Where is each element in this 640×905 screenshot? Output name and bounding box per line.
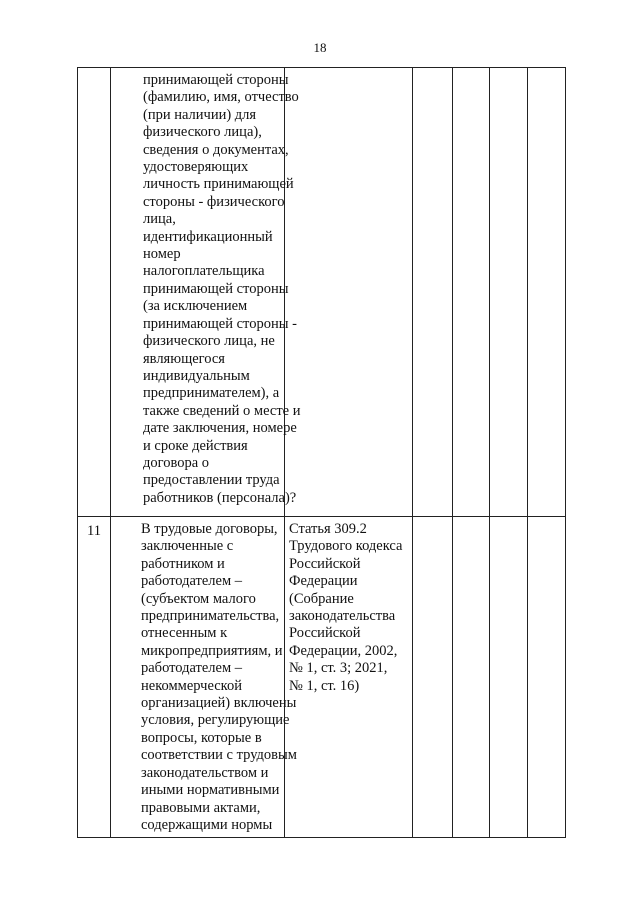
- text-line: Трудового кодекса: [289, 538, 403, 555]
- text-line: (за исключением: [143, 298, 248, 315]
- answer-cell-yes: [413, 68, 453, 517]
- text-line: физического лица),: [143, 124, 262, 141]
- row-number: 11: [87, 523, 101, 539]
- text-line: отнесенным к: [141, 625, 228, 642]
- text-line: Федерации, 2002,: [289, 642, 398, 659]
- text-line: договора о: [143, 454, 210, 471]
- text-line: условия, регулирующие: [141, 712, 290, 729]
- reference-cell: [285, 68, 413, 517]
- text-line: некоммерческой: [141, 677, 242, 694]
- text-line: иными нормативными: [141, 782, 280, 799]
- text-line: законодательства: [289, 608, 396, 625]
- text-line: номер: [143, 246, 181, 263]
- text-line: стороны - физического: [143, 193, 285, 210]
- text-line: законодательством и: [141, 764, 269, 781]
- text-line: работодателем –: [141, 660, 243, 677]
- question-cell: [111, 68, 301, 517]
- reference-cell: [285, 517, 413, 838]
- text-line: заключенные с: [141, 538, 234, 555]
- notes-cell: [528, 68, 566, 517]
- text-line: сведения о документах,: [143, 141, 289, 158]
- text-line: принимающей стороны -: [143, 315, 297, 332]
- text-line: являющегося: [143, 350, 225, 367]
- text-line: (при наличии) для: [143, 106, 257, 123]
- text-line: дате заключения, номере: [143, 420, 297, 437]
- table-row: [78, 68, 566, 517]
- text-line: № 1, ст. 3; 2021,: [289, 660, 388, 677]
- text-line: (Собрание: [289, 590, 354, 607]
- text-line: работником и: [141, 555, 225, 572]
- text-line: Федерации: [289, 573, 358, 590]
- text-line: предоставлении труда: [143, 472, 280, 489]
- text-line: (субъектом малого: [141, 590, 256, 607]
- text-line: личность принимающей: [143, 176, 294, 193]
- text-line: работодателем –: [141, 573, 243, 590]
- text-line: принимающей стороны: [143, 72, 289, 88]
- text-line: физического лица, не: [143, 333, 275, 350]
- text-line: микропредприятиям, и: [141, 642, 283, 659]
- text-line: предпринимателем), а: [143, 385, 280, 402]
- answer-cell-yes: [413, 517, 453, 838]
- text-line: (фамилию, имя, отчество: [143, 89, 299, 106]
- question-cell: [111, 517, 297, 838]
- question-text: [141, 521, 297, 834]
- text-line: № 1, ст. 16): [289, 677, 360, 694]
- checklist-table: [77, 67, 566, 838]
- text-line: удостоверяющих: [143, 159, 249, 176]
- text-line: вопросы, которые в: [141, 729, 262, 746]
- row-number: [78, 68, 110, 74]
- page-number: 18: [313, 40, 327, 55]
- notes-cell: [528, 517, 566, 838]
- text-line: налогоплательщика: [143, 263, 265, 280]
- answer-cell-not-applicable: [490, 517, 528, 838]
- text-line: индивидуальным: [143, 367, 250, 384]
- text-line: Российской: [289, 625, 361, 642]
- text-line: работников (персонала)?: [143, 489, 297, 506]
- text-line: принимающей стороны: [143, 280, 289, 297]
- text-line: Статья 309.2: [289, 521, 367, 537]
- text-line: Российской: [289, 555, 361, 572]
- reference-text: [289, 521, 410, 695]
- text-line: также сведений о месте и: [143, 402, 301, 419]
- text-line: идентификационный: [143, 228, 273, 245]
- answer-cell-no: [453, 517, 490, 838]
- text-line: предпринимательства,: [141, 608, 280, 625]
- text-line: организацией) включены: [141, 695, 297, 712]
- text-line: и сроке действия: [143, 437, 248, 454]
- text-line: соответствии с трудовым: [141, 747, 297, 764]
- answer-cell-no: [453, 68, 490, 517]
- answer-cell-not-applicable: [490, 68, 528, 517]
- text-line: В трудовые договоры,: [141, 521, 278, 537]
- table-row: [78, 517, 566, 838]
- row-number-cell: [78, 68, 111, 517]
- text-line: лица,: [143, 211, 176, 228]
- text-line: правовыми актами,: [141, 799, 261, 816]
- question-text: [143, 72, 301, 507]
- row-number-cell: [78, 517, 111, 838]
- text-line: содержащими нормы: [141, 816, 273, 833]
